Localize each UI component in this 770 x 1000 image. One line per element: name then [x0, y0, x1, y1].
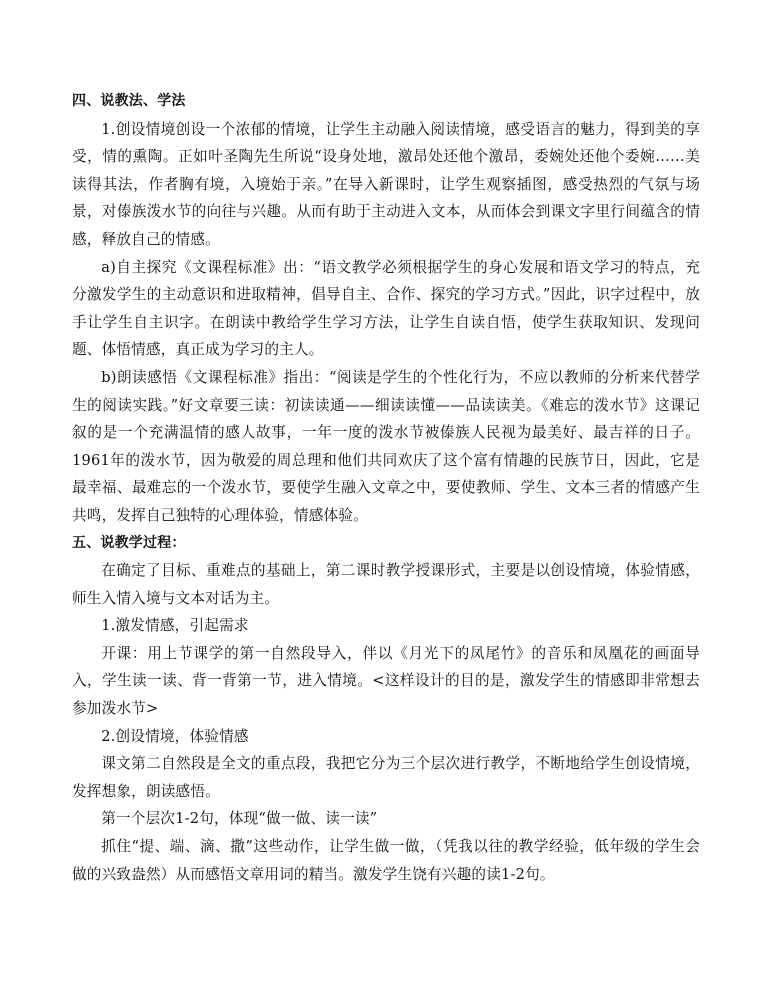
paragraph-create-situation: 1.创设情境创设一个浓郁的情境，让学生主动融入阅读情境，感受语言的魅力，得到美的享受，情的熏陶。正如叶圣陶先生所说“设身处地，激昂处还他个激昂，委婉处还他个委婉……美读得其法，作者胸有境，入境始于亲。”在导入新课时，让学生观察插图，感受热烈的气氛与场景，对傣族泼水节的向往与兴趣。从而有助于主动进入文本，从而体会到课文字里行间蕴含的情感，释放自己的情感。: [72, 120, 700, 248]
paragraph-reading-perception: b)朗读感悟《文课程标准》指出：“阅读是学生的个性化行为，不应以教师的分析来代替学生的阅读实践。”好文章要三读：初读读通——细读读懂——品读读美。《难忘的泼水节》这课记叙的是一个充满温情的感人故事，一年一度的泼水节被傣族人民视为最美好、最吉祥的日子。1961年的泼水节，因为敬爱的周总理和他们共同欢庆了这个富有情趣的民族节日，因此，它是最幸福、最难忘的一个泼水节，要使学生融入文章之中，要使教师、学生、文本三者的情感产生共鸣，发挥自己独特的心理体验，情感体验。: [72, 368, 700, 524]
section-heading-teaching-process: 五、说教学过程：: [72, 534, 186, 551]
document-page: [72, 88, 700, 888]
paragraph-layer1-title: 第一个层次1-2句，体现“做一做、读一读”: [101, 810, 378, 828]
paragraph-step1-title: 1.激发情感，引起需求: [101, 617, 249, 635]
paragraph-step1-body: 开课：用上节课学的第一自然段导入，伴以《月光下的凤尾竹》的音乐和凤凰花的画面导入，学生读一读、背一背第一节，进入情境。<这样设计的目的是，激发学生的情感即非常想去参加泼水节>: [72, 644, 700, 718]
paragraph-layer1-body: 抓住“提、端、滴、撒”这些动作，让学生做一做，（凭我以往的教学经验，低年级的学生会做的兴致盎然）从而感悟文章用词的精当。激发学生饶有兴趣的读1-2句。: [72, 838, 700, 883]
paragraph-self-exploration: a)自主探究《文课程标准》出：“语文教学必须根据学生的身心发展和语文学习的特点，充分激发学生的主动意识和进取精神，倡导自主、合作、探究的学习方式。”因此，识字过程中，放手让学生自主识字。在朗读中教给学生学习方法，让学生自读自悟，使学生获取知识、发现问题、体悟情感，真正成为学习的主人。: [72, 258, 700, 359]
paragraph-process-intro: 在确定了目标、重难点的基础上，第二课时教学授课形式，主要是以创设情境，体验情感，师生入情入境与文本对话为主。: [72, 562, 700, 607]
paragraph-step2-title: 2.创设情境，体验情感: [101, 727, 249, 745]
section-heading-teaching-methods: 四、说教法、学法: [72, 93, 186, 109]
paragraph-step2-body: 课文第二自然段是全文的重点段，我把它分为三个层次进行教学，不断地给学生创设情境，发挥想象，朗读感悟。: [72, 755, 700, 800]
